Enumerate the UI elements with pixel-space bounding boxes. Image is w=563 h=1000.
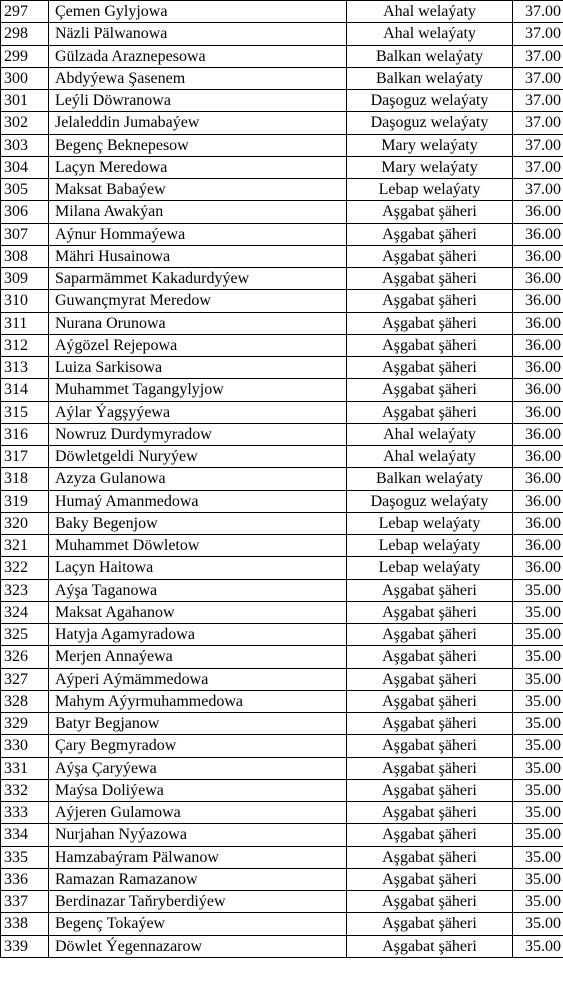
row-number: 316 bbox=[1, 423, 49, 445]
table-row bbox=[1, 312, 563, 334]
table-row bbox=[1, 446, 563, 468]
score-cell: 36.00 bbox=[513, 268, 563, 290]
table-row bbox=[1, 646, 563, 668]
row-number: 302 bbox=[1, 112, 49, 134]
row-number: 308 bbox=[1, 245, 49, 267]
region-cell: Lebap welaýaty bbox=[347, 512, 513, 534]
region-cell: Aşgabat şäheri bbox=[347, 379, 513, 401]
participant-name: Aýgözel Rejepowa bbox=[49, 334, 347, 356]
region-cell: Aşgabat şäheri bbox=[347, 201, 513, 223]
score-cell: 36.00 bbox=[513, 334, 563, 356]
region-cell: Aşgabat şäheri bbox=[347, 891, 513, 913]
score-cell: 35.00 bbox=[513, 735, 563, 757]
participant-name: Mähri Husainowa bbox=[49, 245, 347, 267]
score-cell: 35.00 bbox=[513, 868, 563, 890]
participant-name: Aýlar Ýagşyýewa bbox=[49, 401, 347, 423]
region-cell: Daşoguz welaýaty bbox=[347, 90, 513, 112]
row-number: 334 bbox=[1, 824, 49, 846]
table-row bbox=[1, 201, 563, 223]
participant-name: Maýsa Doliýewa bbox=[49, 779, 347, 801]
table-row bbox=[1, 468, 563, 490]
participant-name: Luiza Sarkisowa bbox=[49, 357, 347, 379]
region-cell: Aşgabat şäheri bbox=[347, 312, 513, 334]
table-row bbox=[1, 735, 563, 757]
score-cell: 37.00 bbox=[513, 90, 563, 112]
region-cell: Aşgabat şäheri bbox=[347, 268, 513, 290]
row-number: 314 bbox=[1, 379, 49, 401]
table-row bbox=[1, 112, 563, 134]
region-cell: Mary welaýaty bbox=[347, 156, 513, 178]
region-cell: Aşgabat şäheri bbox=[347, 735, 513, 757]
region-cell: Aşgabat şäheri bbox=[347, 935, 513, 957]
participant-name: Döwletgeldi Nuryýew bbox=[49, 446, 347, 468]
table-row bbox=[1, 846, 563, 868]
participant-name: Aýnur Hommaýewa bbox=[49, 223, 347, 245]
participant-name: Baky Begenjow bbox=[49, 512, 347, 534]
row-number: 300 bbox=[1, 67, 49, 89]
score-cell: 35.00 bbox=[513, 690, 563, 712]
table-row bbox=[1, 334, 563, 356]
region-cell: Balkan welaýaty bbox=[347, 45, 513, 67]
participant-name: Leýli Döwranowa bbox=[49, 90, 347, 112]
region-cell: Aşgabat şäheri bbox=[347, 601, 513, 623]
score-cell: 37.00 bbox=[513, 156, 563, 178]
score-cell: 36.00 bbox=[513, 535, 563, 557]
region-cell: Aşgabat şäheri bbox=[347, 624, 513, 646]
score-cell: 37.00 bbox=[513, 45, 563, 67]
region-cell: Aşgabat şäheri bbox=[347, 245, 513, 267]
participant-name: Laçyn Haitowa bbox=[49, 557, 347, 579]
score-cell: 35.00 bbox=[513, 935, 563, 957]
region-cell: Aşgabat şäheri bbox=[347, 779, 513, 801]
row-number: 315 bbox=[1, 401, 49, 423]
table-row bbox=[1, 134, 563, 156]
table-row bbox=[1, 624, 563, 646]
row-number: 333 bbox=[1, 802, 49, 824]
row-number: 306 bbox=[1, 201, 49, 223]
score-cell: 35.00 bbox=[513, 802, 563, 824]
region-cell: Aşgabat şäheri bbox=[347, 824, 513, 846]
region-cell: Aşgabat şäheri bbox=[347, 668, 513, 690]
score-cell: 35.00 bbox=[513, 891, 563, 913]
participant-name: Abdyýewa Şasenem bbox=[49, 67, 347, 89]
score-cell: 35.00 bbox=[513, 913, 563, 935]
region-cell: Daşoguz welaýaty bbox=[347, 112, 513, 134]
row-number: 330 bbox=[1, 735, 49, 757]
score-cell: 36.00 bbox=[513, 557, 563, 579]
row-number: 317 bbox=[1, 446, 49, 468]
participant-name: Begenç Tokaýew bbox=[49, 913, 347, 935]
participant-name: Batyr Begjanow bbox=[49, 713, 347, 735]
score-cell: 35.00 bbox=[513, 779, 563, 801]
score-cell: 35.00 bbox=[513, 713, 563, 735]
score-cell: 35.00 bbox=[513, 757, 563, 779]
score-cell: 35.00 bbox=[513, 624, 563, 646]
row-number: 320 bbox=[1, 512, 49, 534]
participant-name: Aýşa Çaryýewa bbox=[49, 757, 347, 779]
region-cell: Aşgabat şäheri bbox=[347, 401, 513, 423]
row-number: 339 bbox=[1, 935, 49, 957]
table-row bbox=[1, 423, 563, 445]
row-number: 338 bbox=[1, 913, 49, 935]
row-number: 318 bbox=[1, 468, 49, 490]
table-row bbox=[1, 1, 563, 23]
table-row bbox=[1, 90, 563, 112]
participant-name: Aýjeren Gulamowa bbox=[49, 802, 347, 824]
region-cell: Aşgabat şäheri bbox=[347, 290, 513, 312]
region-cell: Aşgabat şäheri bbox=[347, 646, 513, 668]
table-row bbox=[1, 535, 563, 557]
row-number: 335 bbox=[1, 846, 49, 868]
score-cell: 35.00 bbox=[513, 579, 563, 601]
participant-name: Laçyn Meredowa bbox=[49, 156, 347, 178]
region-cell: Ahal welaýaty bbox=[347, 23, 513, 45]
table-row bbox=[1, 401, 563, 423]
row-number: 304 bbox=[1, 156, 49, 178]
region-cell: Ahal welaýaty bbox=[347, 423, 513, 445]
region-cell: Aşgabat şäheri bbox=[347, 579, 513, 601]
score-cell: 37.00 bbox=[513, 134, 563, 156]
row-number: 329 bbox=[1, 713, 49, 735]
score-cell: 35.00 bbox=[513, 668, 563, 690]
row-number: 336 bbox=[1, 868, 49, 890]
table-row bbox=[1, 23, 563, 45]
table-row bbox=[1, 779, 563, 801]
score-cell: 36.00 bbox=[513, 245, 563, 267]
table-row bbox=[1, 668, 563, 690]
table-row bbox=[1, 45, 563, 67]
row-number: 297 bbox=[1, 1, 49, 23]
table-row bbox=[1, 268, 563, 290]
table-row bbox=[1, 245, 563, 267]
region-cell: Aşgabat şäheri bbox=[347, 223, 513, 245]
participant-name: Gülzada Araznepesowa bbox=[49, 45, 347, 67]
participant-name: Guwançmyrat Meredow bbox=[49, 290, 347, 312]
row-number: 305 bbox=[1, 179, 49, 201]
score-cell: 36.00 bbox=[513, 468, 563, 490]
participant-name: Maksat Babaýew bbox=[49, 179, 347, 201]
participant-name: Maksat Agahanow bbox=[49, 601, 347, 623]
region-cell: Balkan welaýaty bbox=[347, 468, 513, 490]
table-row bbox=[1, 379, 563, 401]
region-cell: Daşoguz welaýaty bbox=[347, 490, 513, 512]
region-cell: Aşgabat şäheri bbox=[347, 846, 513, 868]
results-table-body bbox=[1, 1, 563, 958]
score-cell: 37.00 bbox=[513, 67, 563, 89]
participant-name: Jelaleddin Jumabaýew bbox=[49, 112, 347, 134]
score-cell: 36.00 bbox=[513, 290, 563, 312]
row-number: 303 bbox=[1, 134, 49, 156]
participant-name: Saparmämmet Kakadurdyýew bbox=[49, 268, 347, 290]
participant-name: Hamzabaýram Pälwanow bbox=[49, 846, 347, 868]
score-cell: 36.00 bbox=[513, 201, 563, 223]
table-row bbox=[1, 156, 563, 178]
score-cell: 36.00 bbox=[513, 401, 563, 423]
region-cell: Aşgabat şäheri bbox=[347, 334, 513, 356]
participant-name: Çemen Gylyjowa bbox=[49, 1, 347, 23]
participant-name: Berdinazar Taňryberdiýew bbox=[49, 891, 347, 913]
participant-name: Näzli Pälwanowa bbox=[49, 23, 347, 45]
participant-name: Ramazan Ramazanow bbox=[49, 868, 347, 890]
participant-name: Mahym Aýyrmuhammedowa bbox=[49, 690, 347, 712]
participant-name: Döwlet Ýegennazarow bbox=[49, 935, 347, 957]
score-cell: 36.00 bbox=[513, 490, 563, 512]
participant-name: Milana Awakýan bbox=[49, 201, 347, 223]
row-number: 332 bbox=[1, 779, 49, 801]
row-number: 309 bbox=[1, 268, 49, 290]
region-cell: Ahal welaýaty bbox=[347, 1, 513, 23]
participant-name: Nowruz Durdymyradow bbox=[49, 423, 347, 445]
row-number: 324 bbox=[1, 601, 49, 623]
row-number: 313 bbox=[1, 357, 49, 379]
participant-name: Begenç Beknepesow bbox=[49, 134, 347, 156]
row-number: 331 bbox=[1, 757, 49, 779]
region-cell: Lebap welaýaty bbox=[347, 535, 513, 557]
table-row bbox=[1, 690, 563, 712]
score-cell: 36.00 bbox=[513, 423, 563, 445]
score-cell: 37.00 bbox=[513, 23, 563, 45]
region-cell: Aşgabat şäheri bbox=[347, 757, 513, 779]
row-number: 299 bbox=[1, 45, 49, 67]
participant-name: Aýperi Aýmämmedowa bbox=[49, 668, 347, 690]
row-number: 298 bbox=[1, 23, 49, 45]
region-cell: Aşgabat şäheri bbox=[347, 868, 513, 890]
row-number: 321 bbox=[1, 535, 49, 557]
participant-name: Muhammet Tagangylyjow bbox=[49, 379, 347, 401]
score-cell: 35.00 bbox=[513, 646, 563, 668]
score-cell: 36.00 bbox=[513, 223, 563, 245]
table-row bbox=[1, 512, 563, 534]
participant-name: Hatyja Agamyradowa bbox=[49, 624, 347, 646]
region-cell: Aşgabat şäheri bbox=[347, 913, 513, 935]
table-row bbox=[1, 557, 563, 579]
row-number: 322 bbox=[1, 557, 49, 579]
score-cell: 36.00 bbox=[513, 312, 563, 334]
row-number: 327 bbox=[1, 668, 49, 690]
table-row bbox=[1, 713, 563, 735]
row-number: 311 bbox=[1, 312, 49, 334]
score-cell: 37.00 bbox=[513, 112, 563, 134]
table-row bbox=[1, 757, 563, 779]
row-number: 323 bbox=[1, 579, 49, 601]
table-row bbox=[1, 868, 563, 890]
score-cell: 35.00 bbox=[513, 601, 563, 623]
region-cell: Aşgabat şäheri bbox=[347, 357, 513, 379]
participant-name: Aýşa Taganowa bbox=[49, 579, 347, 601]
table-row bbox=[1, 913, 563, 935]
score-cell: 35.00 bbox=[513, 824, 563, 846]
row-number: 325 bbox=[1, 624, 49, 646]
table-row bbox=[1, 179, 563, 201]
table-row bbox=[1, 824, 563, 846]
region-cell: Balkan welaýaty bbox=[347, 67, 513, 89]
participant-name: Merjen Annaýewa bbox=[49, 646, 347, 668]
score-cell: 36.00 bbox=[513, 446, 563, 468]
table-row bbox=[1, 357, 563, 379]
participant-name: Humaý Amanmedowa bbox=[49, 490, 347, 512]
score-cell: 36.00 bbox=[513, 357, 563, 379]
score-cell: 36.00 bbox=[513, 379, 563, 401]
score-cell: 37.00 bbox=[513, 179, 563, 201]
row-number: 312 bbox=[1, 334, 49, 356]
participant-name: Çary Begmyradow bbox=[49, 735, 347, 757]
participant-name: Azyza Gulanowa bbox=[49, 468, 347, 490]
table-row bbox=[1, 601, 563, 623]
participant-name: Nurjahan Nyýazowa bbox=[49, 824, 347, 846]
score-cell: 37.00 bbox=[513, 1, 563, 23]
table-row bbox=[1, 935, 563, 957]
row-number: 337 bbox=[1, 891, 49, 913]
region-cell: Mary welaýaty bbox=[347, 134, 513, 156]
score-cell: 35.00 bbox=[513, 846, 563, 868]
row-number: 328 bbox=[1, 690, 49, 712]
table-row bbox=[1, 891, 563, 913]
region-cell: Aşgabat şäheri bbox=[347, 690, 513, 712]
row-number: 319 bbox=[1, 490, 49, 512]
region-cell: Lebap welaýaty bbox=[347, 557, 513, 579]
participant-name: Nurana Orunowa bbox=[49, 312, 347, 334]
table-row bbox=[1, 290, 563, 312]
table-row bbox=[1, 223, 563, 245]
table-row bbox=[1, 579, 563, 601]
region-cell: Ahal welaýaty bbox=[347, 446, 513, 468]
table-row bbox=[1, 67, 563, 89]
row-number: 307 bbox=[1, 223, 49, 245]
table-row bbox=[1, 802, 563, 824]
region-cell: Lebap welaýaty bbox=[347, 179, 513, 201]
score-cell: 36.00 bbox=[513, 512, 563, 534]
participant-name: Muhammet Döwletow bbox=[49, 535, 347, 557]
row-number: 301 bbox=[1, 90, 49, 112]
region-cell: Aşgabat şäheri bbox=[347, 802, 513, 824]
row-number: 326 bbox=[1, 646, 49, 668]
region-cell: Aşgabat şäheri bbox=[347, 713, 513, 735]
table-row bbox=[1, 490, 563, 512]
row-number: 310 bbox=[1, 290, 49, 312]
